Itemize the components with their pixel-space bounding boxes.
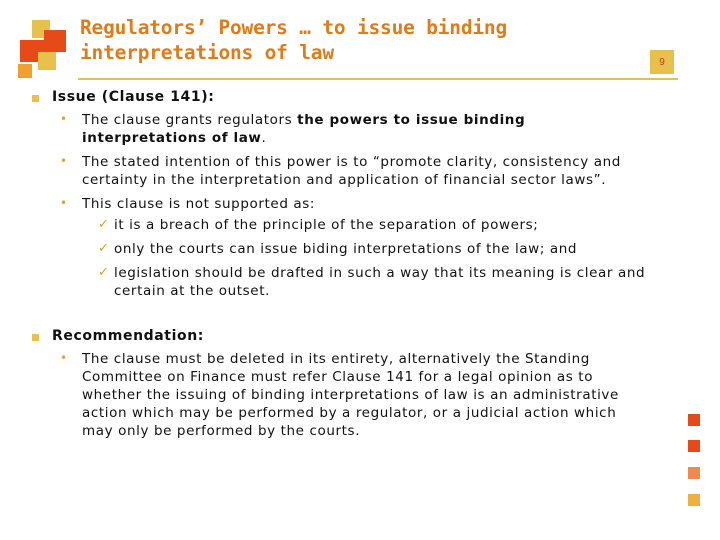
logo-squares bbox=[18, 20, 68, 80]
recommendation-heading: Recommendation: bbox=[52, 328, 204, 344]
issue-heading: Issue (Clause 141): bbox=[52, 89, 215, 105]
check-item-3: legislation should be drafted in such a way that its meaning is clear and certain at the outset. bbox=[114, 265, 646, 299]
issue-point-2: The stated intention of this power is to “promote clarity, consistency and certainty in the interpretation and application of financial sector laws”. bbox=[82, 154, 621, 188]
decor-square bbox=[688, 467, 700, 479]
decor-square bbox=[688, 494, 700, 506]
decor-square bbox=[688, 414, 700, 426]
check-icon: ✓ bbox=[98, 241, 109, 256]
section-bullet bbox=[32, 95, 39, 102]
dot-bullet: • bbox=[60, 154, 68, 168]
check-item-2: only the courts can issue biding interpretations of the law; and bbox=[114, 241, 578, 257]
dot-bullet: • bbox=[60, 196, 68, 210]
dot-bullet: • bbox=[60, 112, 68, 126]
section-bullet bbox=[32, 334, 39, 341]
check-icon: ✓ bbox=[98, 265, 109, 280]
check-item-1: it is a breach of the principle of the separation of powers; bbox=[114, 217, 539, 233]
title-rule bbox=[78, 78, 678, 80]
page-number: 9 bbox=[650, 50, 674, 74]
issue-point-1: The clause grants regulators the powers to issue binding interpretations of law. bbox=[82, 112, 526, 146]
dot-bullet: • bbox=[60, 351, 68, 365]
issue-point-3: This clause is not supported as: bbox=[82, 196, 316, 212]
decor-square bbox=[688, 440, 700, 452]
slide-title: Regulators’ Powers … to issue binding interpretations of law bbox=[80, 16, 507, 64]
recommendation-text: The clause must be deleted in its entirety, alternatively the Standing Committee on Finance must refer Clause 141 for a legal opinion as to whether the issuing of binding interpretations of law is an administrative action which may be performed by a regulator, or a judicial action which may only be performed by the courts. bbox=[82, 351, 619, 439]
check-icon: ✓ bbox=[98, 217, 109, 232]
